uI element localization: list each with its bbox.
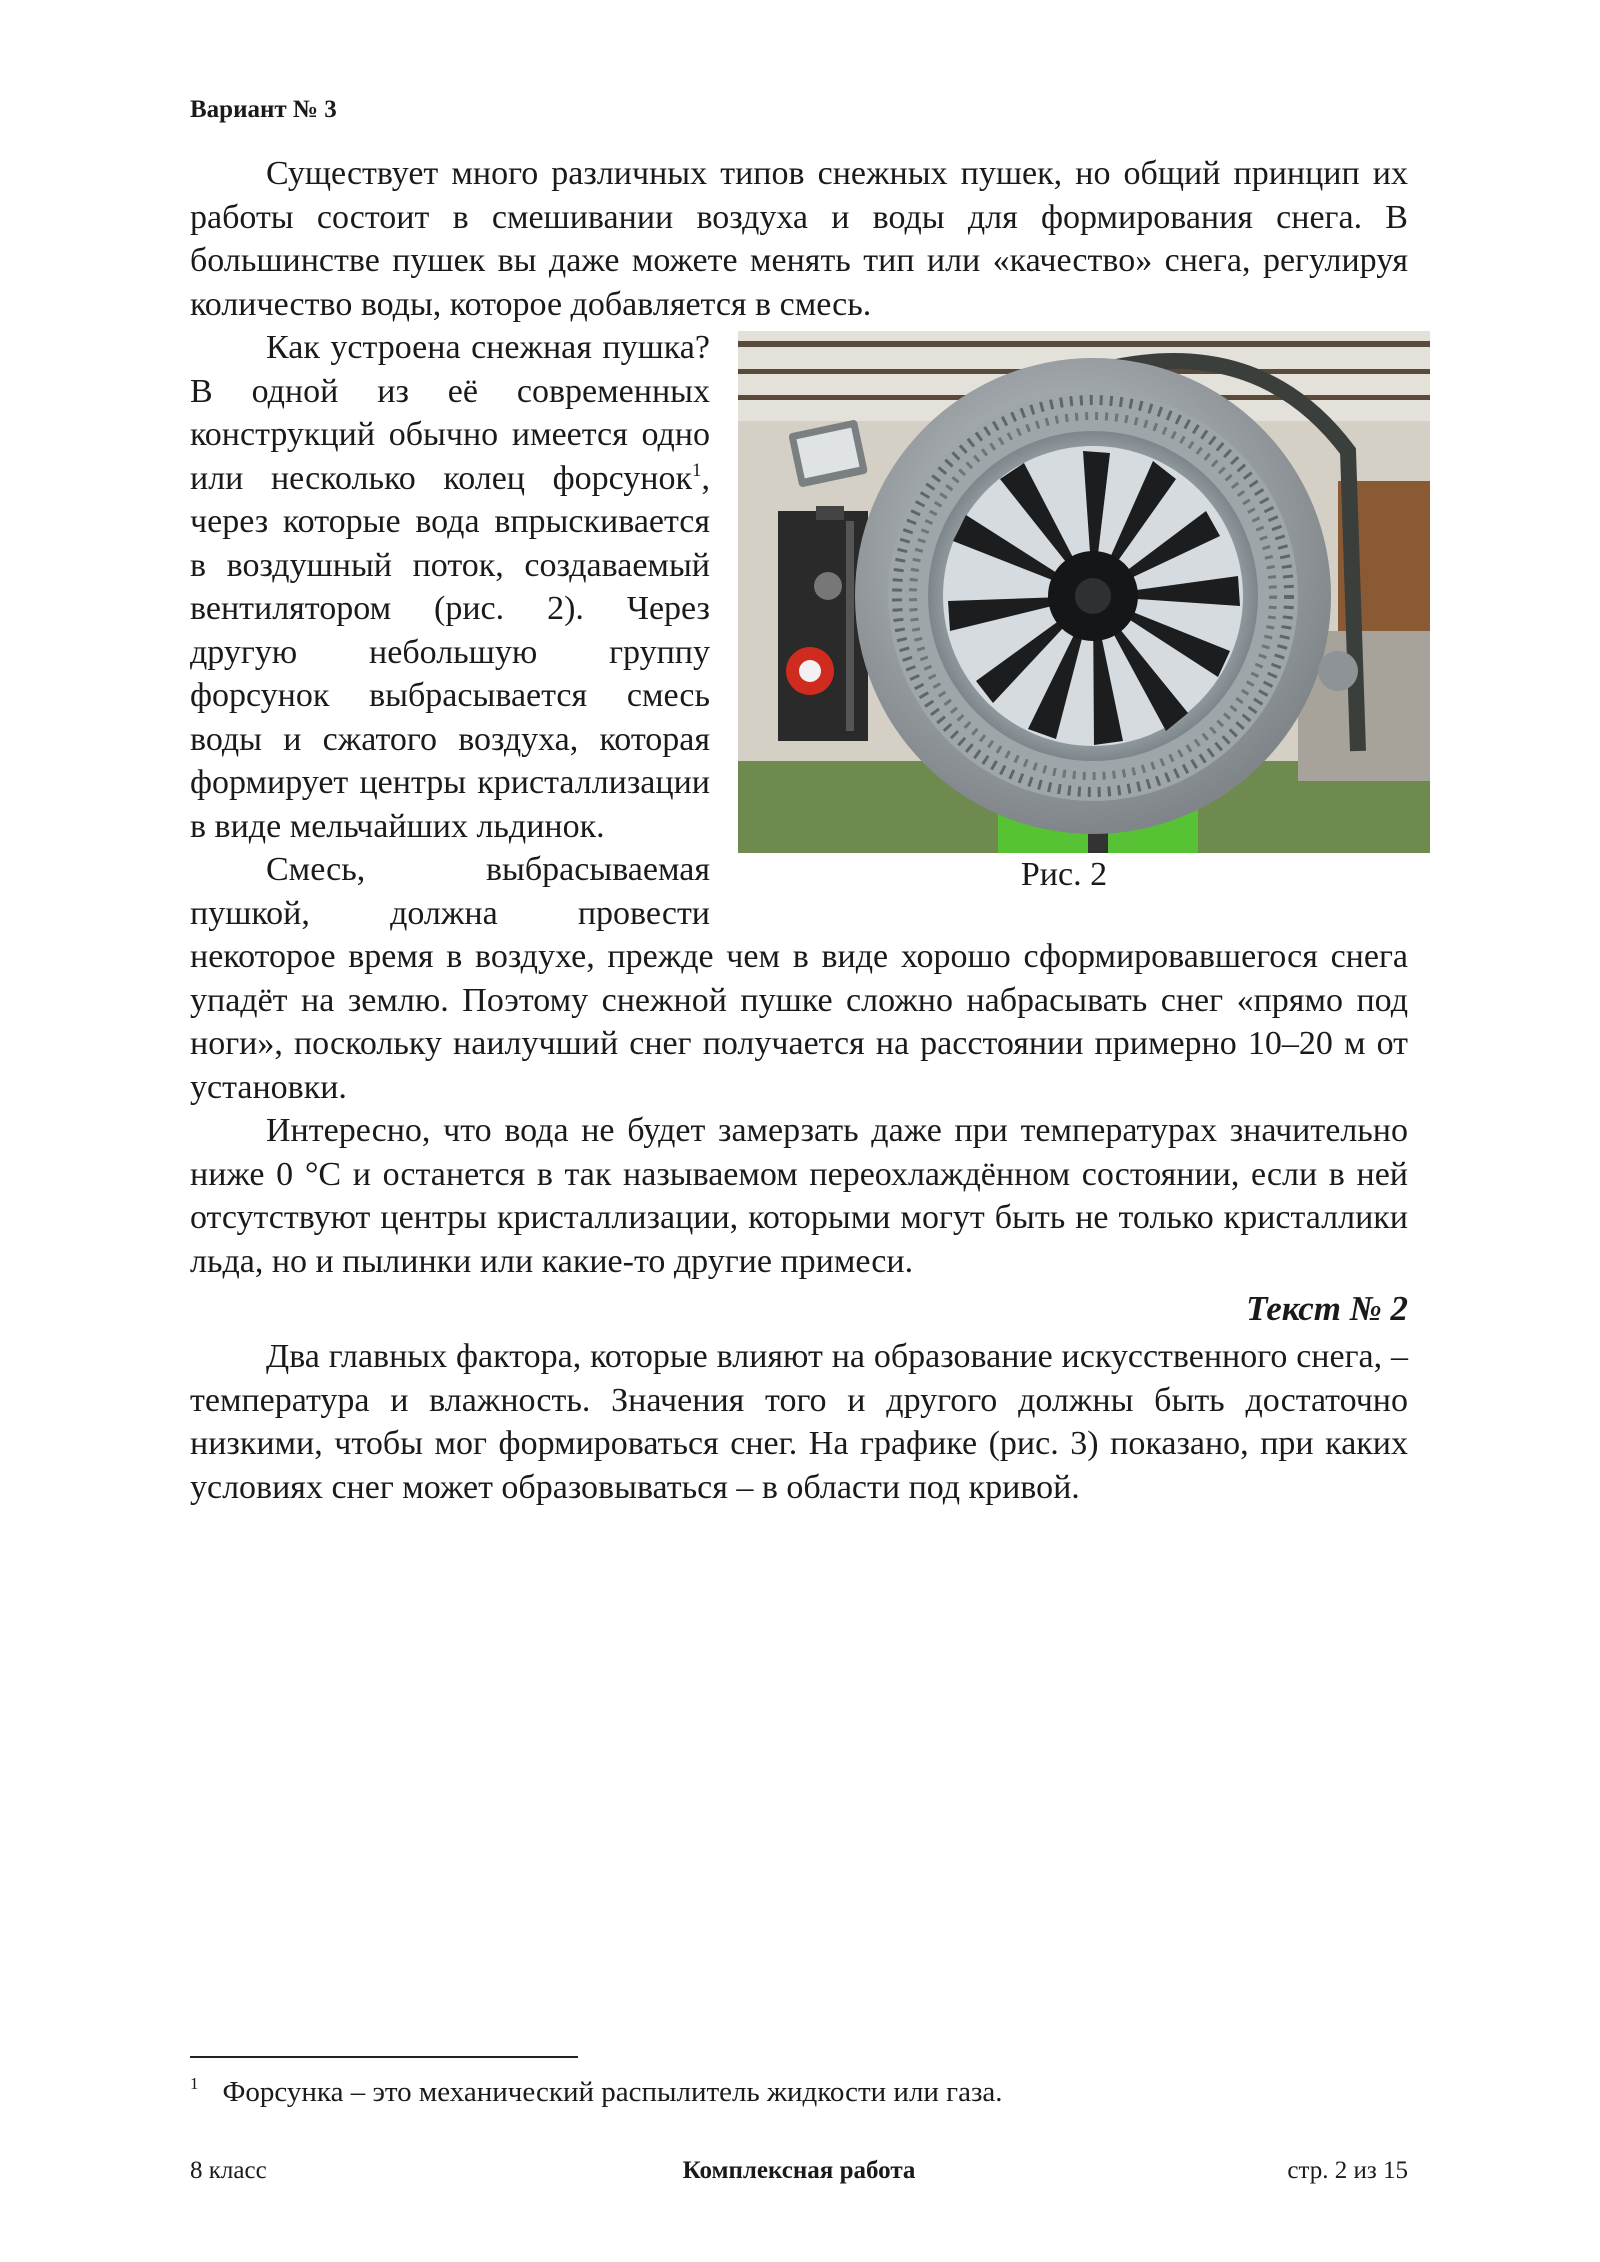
footer-grade: 8 класс bbox=[190, 2157, 267, 2184]
footnote-reference: 1 bbox=[692, 459, 702, 481]
document-page bbox=[190, 0, 1408, 2262]
figure-2 bbox=[738, 331, 1430, 896]
figure-caption: Рис. 2 bbox=[1020, 856, 1108, 893]
footer-title: Комплексная работа bbox=[682, 2157, 916, 2184]
paragraph-5: Два главных фактора, которые влияют на образование искусственного снега, – температура и влажность. Значения того и другого должны быть достаточно низкими, чтобы мог формироваться снег. На графике (рис. 3) показано, при каких условиях снег может образовываться – в области под кривой. bbox=[190, 1338, 1408, 1506]
snow-cannon-photo bbox=[738, 331, 1430, 853]
body-text bbox=[190, 152, 1408, 1509]
paragraph-1: Существует много различных типов снежных пушек, но общий принцип их работы состоит в смешивании воздуха и воды для формирования снега. В большинстве пушек вы даже можете менять тип или «качество» снега, регулируя количество воды, которое добавляется в смесь. bbox=[190, 155, 1408, 323]
paragraph-4: Интересно, что вода не будет замерзать даже при температурах значительно ниже 0 °С и останется в так называемом переохлаждённом состоянии, если в ней отсутствуют центры кристаллизации, которыми могут быть не только кристаллики льда, но и пылинки или какие-то другие примеси. bbox=[190, 1112, 1408, 1280]
variant-header: Вариант № 3 bbox=[190, 96, 337, 123]
footnote-mark: 1 bbox=[190, 2074, 199, 2093]
section-title: Текст № 2 bbox=[1246, 1289, 1408, 1328]
footnote-separator bbox=[190, 2056, 578, 2058]
paragraph-3: Смесь, выбрасываемая пушкой, должна провести некоторое время в воздухе, прежде чем в виде хорошо сформировавшегося снега упадёт на землю. Поэтому снежной пушке сложно набрасывать снег «прямо под ноги», поскольку наилучший снег получается на расстоянии примерно 10–20 м от установки. bbox=[190, 851, 1408, 1106]
paragraph-2-end: , через которые вода впрыскивается в воздушный поток, создаваемый вентилятором (рис. 2). Через другую небольшую группу форсунок выбрасывается смесь воды и сжатого воздуха, которая формирует центры кристаллизации в виде мельчайших льдинок. bbox=[190, 459, 710, 845]
footnote-text: Форсунка – это механический распылитель жидкости или газа. bbox=[222, 2076, 1003, 2108]
footer-page-number: стр. 2 из 15 bbox=[1287, 2157, 1408, 2184]
footnote bbox=[190, 2074, 1003, 2109]
paragraph-2-start: Как устроена снежная пушка? В одной из её современных конструкций обычно имеется одно или несколько колец форсунок bbox=[190, 329, 710, 497]
